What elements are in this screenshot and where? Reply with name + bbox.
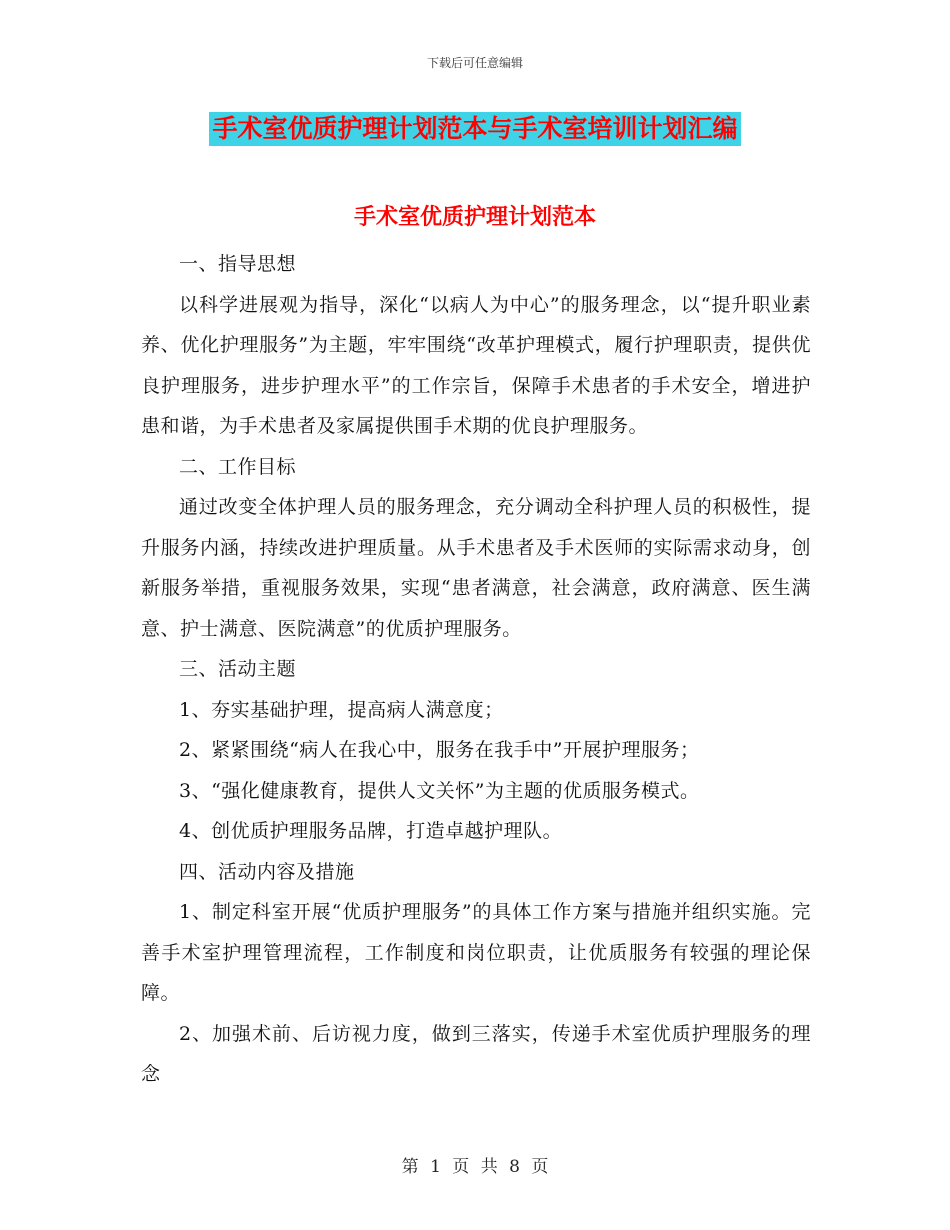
list-item-theme-2: 2、紧紧围绕“病人在我心中，服务在我手中”开展护理服务；: [179, 739, 700, 761]
section-title: 手术室优质护理计划范本: [353, 204, 596, 230]
list-item-content-2: 2、加强术前、后访视力度，做到三落实，传递手术室优质护理服务的理念: [141, 1022, 811, 1085]
paragraph-guiding-thought: 以科学进展观为指导，深化“以病人为中心”的服务理念，以“提升职业素养、优化护理服务”为主题，牢牢围绕“改革护理模式，履行护理职责，提供优良护理服务，进步护理水平”的工作宗旨，保障手术患者的手术安全，增进护患和谐，为手术患者及家属提供围手术期的优良护理服务。: [141, 293, 811, 437]
main-title: 手术室优质护理计划范本与手术室培训计划汇编: [209, 112, 740, 146]
heading-activity-content: 四、活动内容及措施: [179, 860, 355, 883]
list-item-theme-3: 3、“强化健康教育，提供人文关怀”为主题的优质服务模式。: [179, 779, 700, 802]
list-item-theme-4: 4、创优质护理服务品牌，打造卓越护理队。: [179, 820, 563, 842]
document-body: [141, 244, 811, 1095]
list-item-content-1: 1、制定科室开展“优质护理服务”的具体工作方案与措施并组织实施。完善手术室护理管理流程，工作制度和岗位职责，让优质服务有较强的理论保障。: [141, 901, 811, 1004]
header-note: 下载后可任意编辑: [426, 56, 523, 70]
paragraph-work-goal: 通过改变全体护理人员的服务理念，充分调动全科护理人员的积极性，提升服务内涵，持续改进护理质量。从手术患者及手术医师的实际需求动身，创新服务举措，重视服务效果，实现“患者满意，社会满意，政府满意、医生满意、护士满意、医院满意”的优质护理服务。: [141, 496, 811, 640]
heading-guiding-thought: 一、指导思想: [179, 253, 297, 275]
list-item-theme-1: 1、夯实基础护理，提高病人满意度；: [179, 698, 504, 721]
page-number: 第 1 页 共 8 页: [401, 1157, 549, 1177]
heading-activity-theme: 三、活动主题: [179, 658, 297, 680]
main-title-container: [0, 112, 950, 146]
heading-work-goal: 二、工作目标: [179, 455, 297, 478]
